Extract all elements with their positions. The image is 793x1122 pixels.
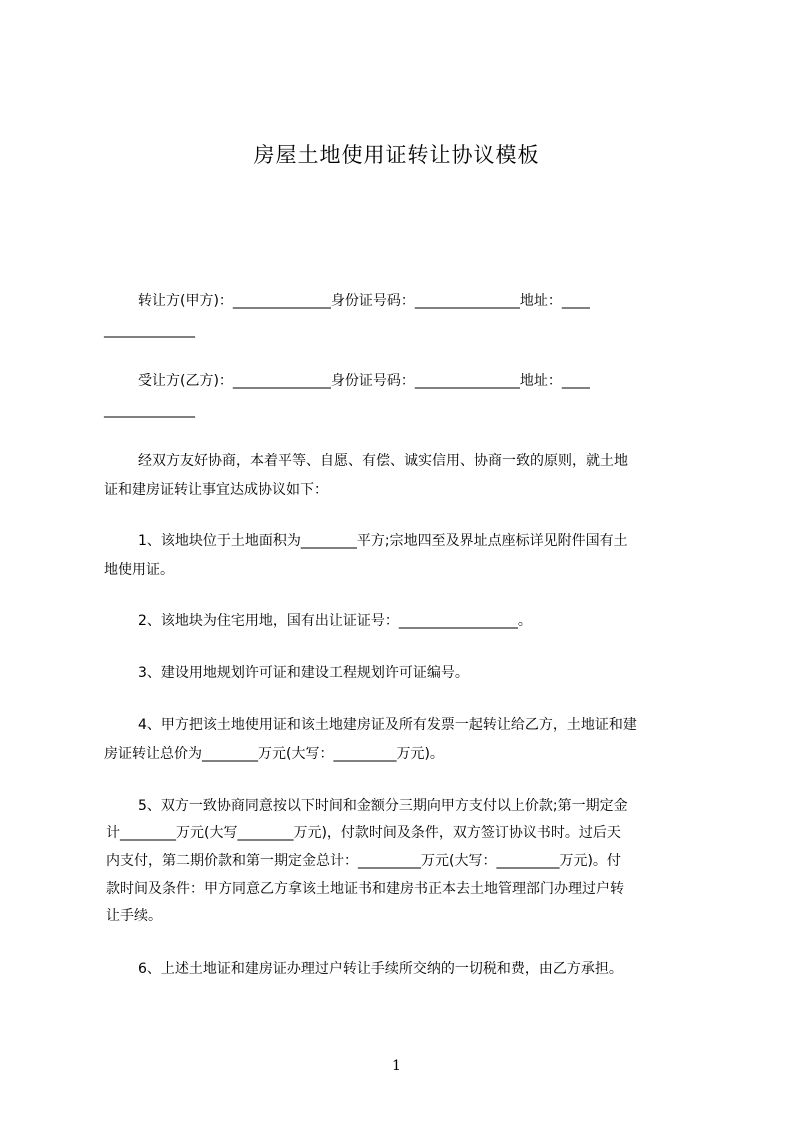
clause-4-line-2: 房证转让总价为________万元(大写：_________万元)。 bbox=[104, 746, 444, 762]
party-b-line-2: _____________ bbox=[104, 402, 195, 418]
clause-5-line-1: 5、双方一致协商同意按以下时间和金额分三期向甲方支付以上价款;第一期定金 bbox=[138, 798, 628, 814]
clause-4-line-1: 4、甲方把该土地使用证和该土地建房证及所有发票一起转让给乙方，土地证和建 bbox=[138, 717, 637, 733]
clause-3-line-1: 3、建设用地规划许可证和建设工程规划许可证编号。 bbox=[138, 665, 469, 681]
clause-2-line-1: 2、该地块为住宅用地，国有出让证证号：_________________。 bbox=[138, 613, 532, 629]
clause-6-line-1: 6、上述土地证和建房证办理过户转让手续所交纳的一切税和费，由乙方承担。 bbox=[138, 961, 623, 977]
party-b-line-1: 受让方(乙方)：______________身份证号码：_______________地址：____ bbox=[138, 373, 590, 389]
clause-1-line-1: 1、该地块位于土地面积为________平方;宗地四至及界址点座标详见附件国有土 bbox=[138, 533, 628, 549]
clause-5-line-4: 款时间及条件：甲方同意乙方拿该土地证书和建房书正本去土地管理部门办理过户转 bbox=[106, 881, 624, 897]
clause-5-line-2: 计________万元(大写________万元)，付款时间及条件，双方签订协议书时。过后天 bbox=[106, 825, 621, 841]
party-a-line-1: 转让方(甲方)：______________身份证号码：_______________地址：____ bbox=[138, 293, 590, 309]
clause-5-line-5: 让手续。 bbox=[106, 908, 162, 924]
intro-line-2: 证和建房证转让事宜达成协议如下： bbox=[104, 482, 328, 498]
page-number: 1 bbox=[392, 1058, 401, 1074]
clause-1-line-2: 地使用证。 bbox=[104, 562, 174, 578]
clause-5-line-3: 内支付，第二期价款和第一期定金总计：_________万元(大写：_________万元)。付 bbox=[106, 853, 621, 869]
intro-line-1: 经双方友好协商，本着平等、自愿、有偿、诚实信用、协商一致的原则，就土地 bbox=[138, 453, 628, 469]
page-title: 房屋土地使用证转让协议模板 bbox=[253, 143, 540, 167]
party-a-line-2: _____________ bbox=[104, 322, 195, 338]
